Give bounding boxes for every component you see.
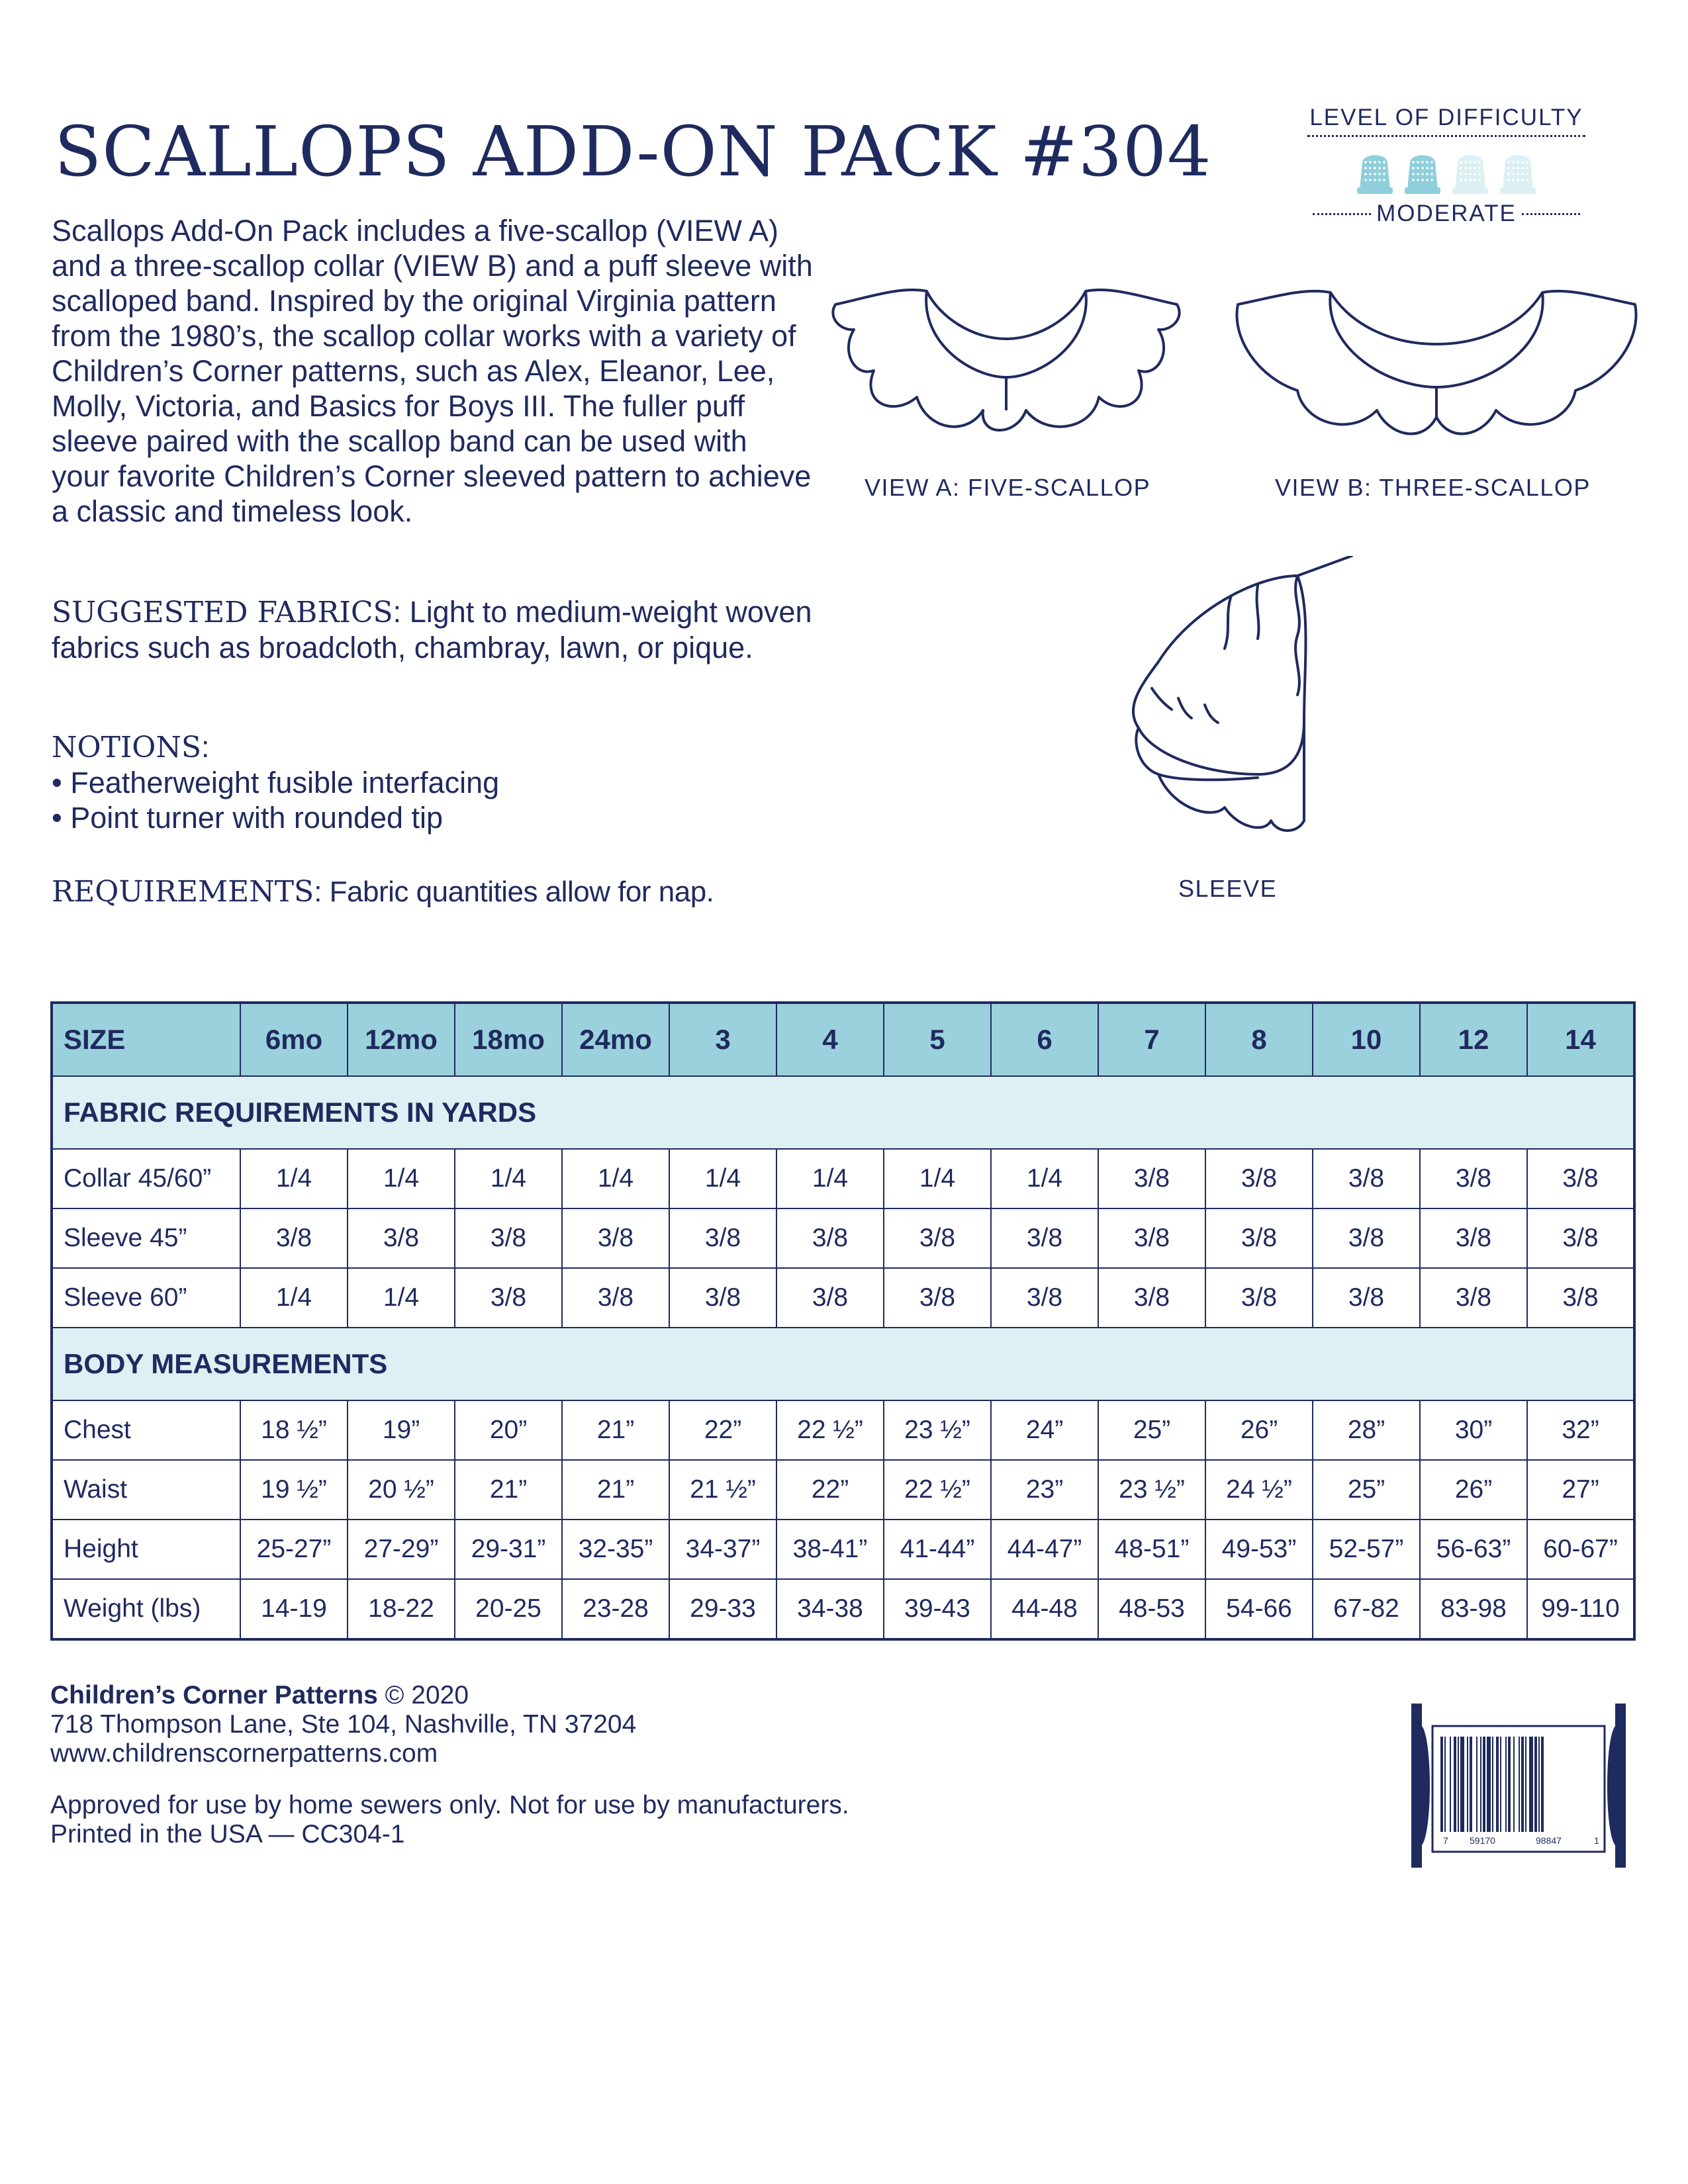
thimble-icon [1402, 149, 1443, 195]
table-cell: 3/8 [562, 1208, 669, 1268]
table-row [52, 1400, 1634, 1460]
table-cell: 25-27” [240, 1520, 348, 1579]
difficulty-level-row [1307, 201, 1585, 227]
table-cell: 3/8 [1420, 1208, 1527, 1268]
barcode [1406, 1700, 1631, 1872]
row-label: Chest [52, 1400, 240, 1460]
size-header-cell: 12mo [348, 1003, 455, 1076]
barcode-bar [1496, 1737, 1499, 1832]
size-header-cell: 6mo [240, 1003, 348, 1076]
table-cell: 14-19 [240, 1579, 348, 1639]
thimble-icon [1354, 149, 1395, 195]
size-header-cell: 6 [991, 1003, 1098, 1076]
suggested-fabrics [52, 594, 833, 665]
table-body [52, 1076, 1634, 1639]
table-cell: 3/8 [348, 1208, 455, 1268]
barcode-digit-1: 7 [1443, 1835, 1448, 1846]
table-cell: 21” [562, 1400, 669, 1460]
row-label: Sleeve 60” [52, 1268, 240, 1328]
size-header-cell: 14 [1527, 1003, 1634, 1076]
table-cell: 29-33 [669, 1579, 776, 1639]
table-cell: 1/4 [348, 1149, 455, 1208]
barcode-bar [1487, 1737, 1491, 1832]
table-cell: 3/8 [884, 1268, 991, 1328]
size-header-cell: 3 [669, 1003, 776, 1076]
barcode-bar [1458, 1737, 1459, 1832]
size-header-cell: 12 [1420, 1003, 1527, 1076]
barcode-bar [1508, 1737, 1511, 1832]
table-cell: 56-63” [1420, 1520, 1527, 1579]
barcode-bar [1470, 1737, 1472, 1832]
table-cell: 48-53 [1098, 1579, 1205, 1639]
barcode-bar [1440, 1737, 1443, 1832]
thimble-icon [1450, 149, 1491, 195]
notion-item: • Featherweight fusible interfacing [52, 766, 500, 799]
table-cell: 1/4 [240, 1268, 348, 1328]
table-cell: 3/8 [240, 1208, 348, 1268]
table-cell: 3/8 [1313, 1268, 1420, 1328]
table-cell: 3/8 [776, 1208, 884, 1268]
table-cell: 3/8 [669, 1208, 776, 1268]
footer-brand: Children’s Corner Patterns [50, 1681, 378, 1709]
thimble-icon [1497, 149, 1538, 195]
table-cell: 30” [1420, 1400, 1527, 1460]
table-cell: 27” [1527, 1460, 1634, 1520]
table-cell: 27-29” [348, 1520, 455, 1579]
size-header-cell: 5 [884, 1003, 991, 1076]
difficulty-badge [1307, 105, 1585, 227]
table-cell: 3/8 [1420, 1268, 1527, 1328]
fabrics-heading: SUGGESTED FABRICS [52, 596, 393, 629]
table-cell: 52-57” [1313, 1520, 1420, 1579]
table-cell: 19 ½” [240, 1460, 348, 1520]
table-cell: 24 ½” [1205, 1460, 1313, 1520]
barcode-bar [1541, 1737, 1544, 1832]
requirements-text: : Fabric quantities allow for nap. [314, 876, 714, 908]
table-cell: 23 ½” [1098, 1460, 1205, 1520]
table-cell: 29-31” [455, 1520, 562, 1579]
table-cell: 39-43 [884, 1579, 991, 1639]
difficulty-thimbles [1307, 149, 1585, 198]
table-cell: 3/8 [562, 1268, 669, 1328]
barcode-bar [1454, 1737, 1456, 1832]
size-header-label: SIZE [52, 1003, 240, 1076]
body-measurements-section-label: BODY MEASUREMENTS [52, 1328, 1634, 1400]
requirements-heading: REQUIREMENTS [52, 875, 314, 909]
table-cell: 21” [562, 1460, 669, 1520]
footer-website[interactable]: www.childrenscornerpatterns.com [50, 1739, 438, 1768]
page-title: SCALLOPS ADD-ON PACK #304 [54, 111, 1212, 192]
barcode-bar [1450, 1737, 1451, 1832]
barcode-bar [1505, 1737, 1507, 1832]
view-a-collar-illustration [827, 278, 1185, 450]
barcode-digit-3: 98847 [1536, 1835, 1562, 1846]
table-row [52, 1579, 1634, 1639]
barcode-bar [1460, 1737, 1464, 1832]
table-cell: 1/4 [991, 1149, 1098, 1208]
barcode-digit-2: 59170 [1470, 1835, 1495, 1846]
table-cell: 3/8 [669, 1268, 776, 1328]
table-cell: 25” [1098, 1400, 1205, 1460]
barcode-digit-4: 1 [1594, 1835, 1599, 1846]
barcode-bar [1529, 1737, 1533, 1832]
table-cell: 34-38 [776, 1579, 884, 1639]
row-label: Collar 45/60” [52, 1149, 240, 1208]
table-cell: 18 ½” [240, 1400, 348, 1460]
table-cell: 22” [776, 1460, 884, 1520]
table-cell: 3/8 [1527, 1208, 1634, 1268]
difficulty-title: LEVEL OF DIFFICULTY [1307, 105, 1585, 137]
table-cell: 1/4 [776, 1149, 884, 1208]
table-cell: 99-110 [1527, 1579, 1634, 1639]
row-label: Weight (lbs) [52, 1579, 240, 1639]
barcode-bar [1534, 1737, 1537, 1832]
table-cell: 3/8 [1098, 1268, 1205, 1328]
notions-section [52, 729, 813, 835]
table-cell: 48-51” [1098, 1520, 1205, 1579]
table-row [52, 1460, 1634, 1520]
size-header-cell: 7 [1098, 1003, 1205, 1076]
table-cell: 54-66 [1205, 1579, 1313, 1639]
table-cell: 1/4 [669, 1149, 776, 1208]
requirements-section [52, 874, 813, 909]
table-cell: 3/8 [1098, 1208, 1205, 1268]
barcode-bar [1500, 1737, 1501, 1832]
table-cell: 23 ½” [884, 1400, 991, 1460]
size-header-cell: 24mo [562, 1003, 669, 1076]
barcode-bar [1538, 1737, 1540, 1832]
size-header-cell: 8 [1205, 1003, 1313, 1076]
difficulty-level: MODERATE [1376, 201, 1517, 226]
table-cell: 25” [1313, 1460, 1420, 1520]
table-cell: 32” [1527, 1400, 1634, 1460]
table-cell: 1/4 [562, 1149, 669, 1208]
table-cell: 38-41” [776, 1520, 884, 1579]
table-cell: 3/8 [1313, 1208, 1420, 1268]
footer-notice: Approved for use by home sewers only. Not for use by manufacturers. [50, 1791, 849, 1819]
barcode-bar [1521, 1737, 1524, 1832]
body-measurements-section [52, 1328, 1634, 1400]
table-cell: 23” [991, 1460, 1098, 1520]
footer-address: 718 Thompson Lane, Ste 104, Nashville, TN 37204 [50, 1710, 637, 1739]
table-cell: 1/4 [884, 1149, 991, 1208]
table-row [52, 1520, 1634, 1579]
spool-right-icon [1607, 1704, 1626, 1868]
table-cell: 3/8 [1313, 1149, 1420, 1208]
table-cell: 3/8 [991, 1268, 1098, 1328]
table-cell: 22 ½” [884, 1460, 991, 1520]
table-cell: 3/8 [776, 1268, 884, 1328]
table-cell: 20” [455, 1400, 562, 1460]
view-b-collar-illustration [1231, 278, 1642, 450]
table-cell: 41-44” [884, 1520, 991, 1579]
footer-copyright: © 2020 [377, 1681, 469, 1709]
table-cell: 3/8 [1527, 1149, 1634, 1208]
notions-heading: NOTIONS [52, 731, 202, 764]
fabric-requirements-section-label: FABRIC REQUIREMENTS IN YARDS [52, 1076, 1634, 1149]
barcode-bar [1467, 1737, 1468, 1832]
sleeve-illustration [1099, 556, 1377, 900]
table-cell: 3/8 [1205, 1149, 1313, 1208]
view-b-caption: VIEW B: THREE-SCALLOP [1275, 474, 1591, 501]
size-header-row [52, 1003, 1634, 1076]
notions-colon: : [201, 730, 210, 764]
intro-paragraph: Scallops Add-On Pack includes a five-scallop (VIEW A) and a three-scallop collar (VIEW B) and a puff sleeve with scalloped band. Inspired by the original Virginia pattern from the 1980’s, the scallop collar works with a variety of Children’s Corner patterns, such as Alex, Eleanor, Lee, Molly, Victoria, and Basics for Boys III. The fuller puff sleeve paired with the scallop band can be used with your favorite Children’s Corner sleeved pattern to achieve a classic and timeless look. [52, 214, 813, 528]
table-cell: 67-82 [1313, 1579, 1420, 1639]
barcode-bar [1483, 1737, 1485, 1832]
table-cell: 49-53” [1205, 1520, 1313, 1579]
size-header-cell: 4 [776, 1003, 884, 1076]
table-cell: 60-67” [1527, 1520, 1634, 1579]
table-cell: 3/8 [884, 1208, 991, 1268]
table-cell: 3/8 [991, 1208, 1098, 1268]
table-cell: 83-98 [1420, 1579, 1527, 1639]
row-label: Height [52, 1520, 240, 1579]
barcode-bar [1513, 1737, 1515, 1832]
table-cell: 21” [455, 1460, 562, 1520]
table-cell: 22 ½” [776, 1400, 884, 1460]
fabrics-text: : Light to medium-weight woven fabrics such as broadcloth, chambray, lawn, or pique. [52, 595, 812, 664]
table-cell: 26” [1420, 1460, 1527, 1520]
table-cell: 44-47” [991, 1520, 1098, 1579]
sleeve-caption: SLEEVE [1178, 875, 1278, 902]
footer-brand-line [50, 1681, 1043, 1710]
table-cell: 1/4 [348, 1268, 455, 1328]
footer [50, 1681, 1043, 1849]
row-label: Waist [52, 1460, 240, 1520]
spool-left-icon [1411, 1704, 1430, 1868]
barcode-bar [1519, 1737, 1520, 1832]
view-a-caption: VIEW A: FIVE-SCALLOP [865, 474, 1151, 501]
footer-printed: Printed in the USA — CC304-1 [50, 1820, 405, 1848]
table-row [52, 1208, 1634, 1268]
table-cell: 3/8 [1527, 1268, 1634, 1328]
table-cell: 3/8 [1420, 1149, 1527, 1208]
size-header-cell: 10 [1313, 1003, 1420, 1076]
table-cell: 22” [669, 1400, 776, 1460]
table-cell: 26” [1205, 1400, 1313, 1460]
table-cell: 28” [1313, 1400, 1420, 1460]
table-cell: 3/8 [1098, 1149, 1205, 1208]
barcode-bar [1476, 1737, 1477, 1832]
table-cell: 21 ½” [669, 1460, 776, 1520]
table-row [52, 1268, 1634, 1328]
size-header-cell: 18mo [455, 1003, 562, 1076]
table-cell: 3/8 [1205, 1268, 1313, 1328]
table-cell: 32-35” [562, 1520, 669, 1579]
barcode-bar [1444, 1737, 1446, 1832]
requirements-table [50, 1001, 1636, 1641]
table-cell: 24” [991, 1400, 1098, 1460]
table-cell: 23-28 [562, 1579, 669, 1639]
table-cell: 3/8 [455, 1268, 562, 1328]
table-cell: 34-37” [669, 1520, 776, 1579]
row-label: Sleeve 45” [52, 1208, 240, 1268]
table-cell: 3/8 [455, 1208, 562, 1268]
barcode-bar [1525, 1737, 1526, 1832]
notion-item: • Point turner with rounded tip [52, 801, 444, 835]
table-cell: 3/8 [1205, 1208, 1313, 1268]
table-cell: 1/4 [240, 1149, 348, 1208]
barcode-bar [1492, 1737, 1493, 1832]
table-cell: 18-22 [348, 1579, 455, 1639]
table-cell: 19” [348, 1400, 455, 1460]
table-row [52, 1149, 1634, 1208]
fabric-requirements-section [52, 1076, 1634, 1149]
table-cell: 1/4 [455, 1149, 562, 1208]
table-cell: 44-48 [991, 1579, 1098, 1639]
table-cell: 20 ½” [348, 1460, 455, 1520]
table-cell: 20-25 [455, 1579, 562, 1639]
barcode-bar [1480, 1737, 1481, 1832]
